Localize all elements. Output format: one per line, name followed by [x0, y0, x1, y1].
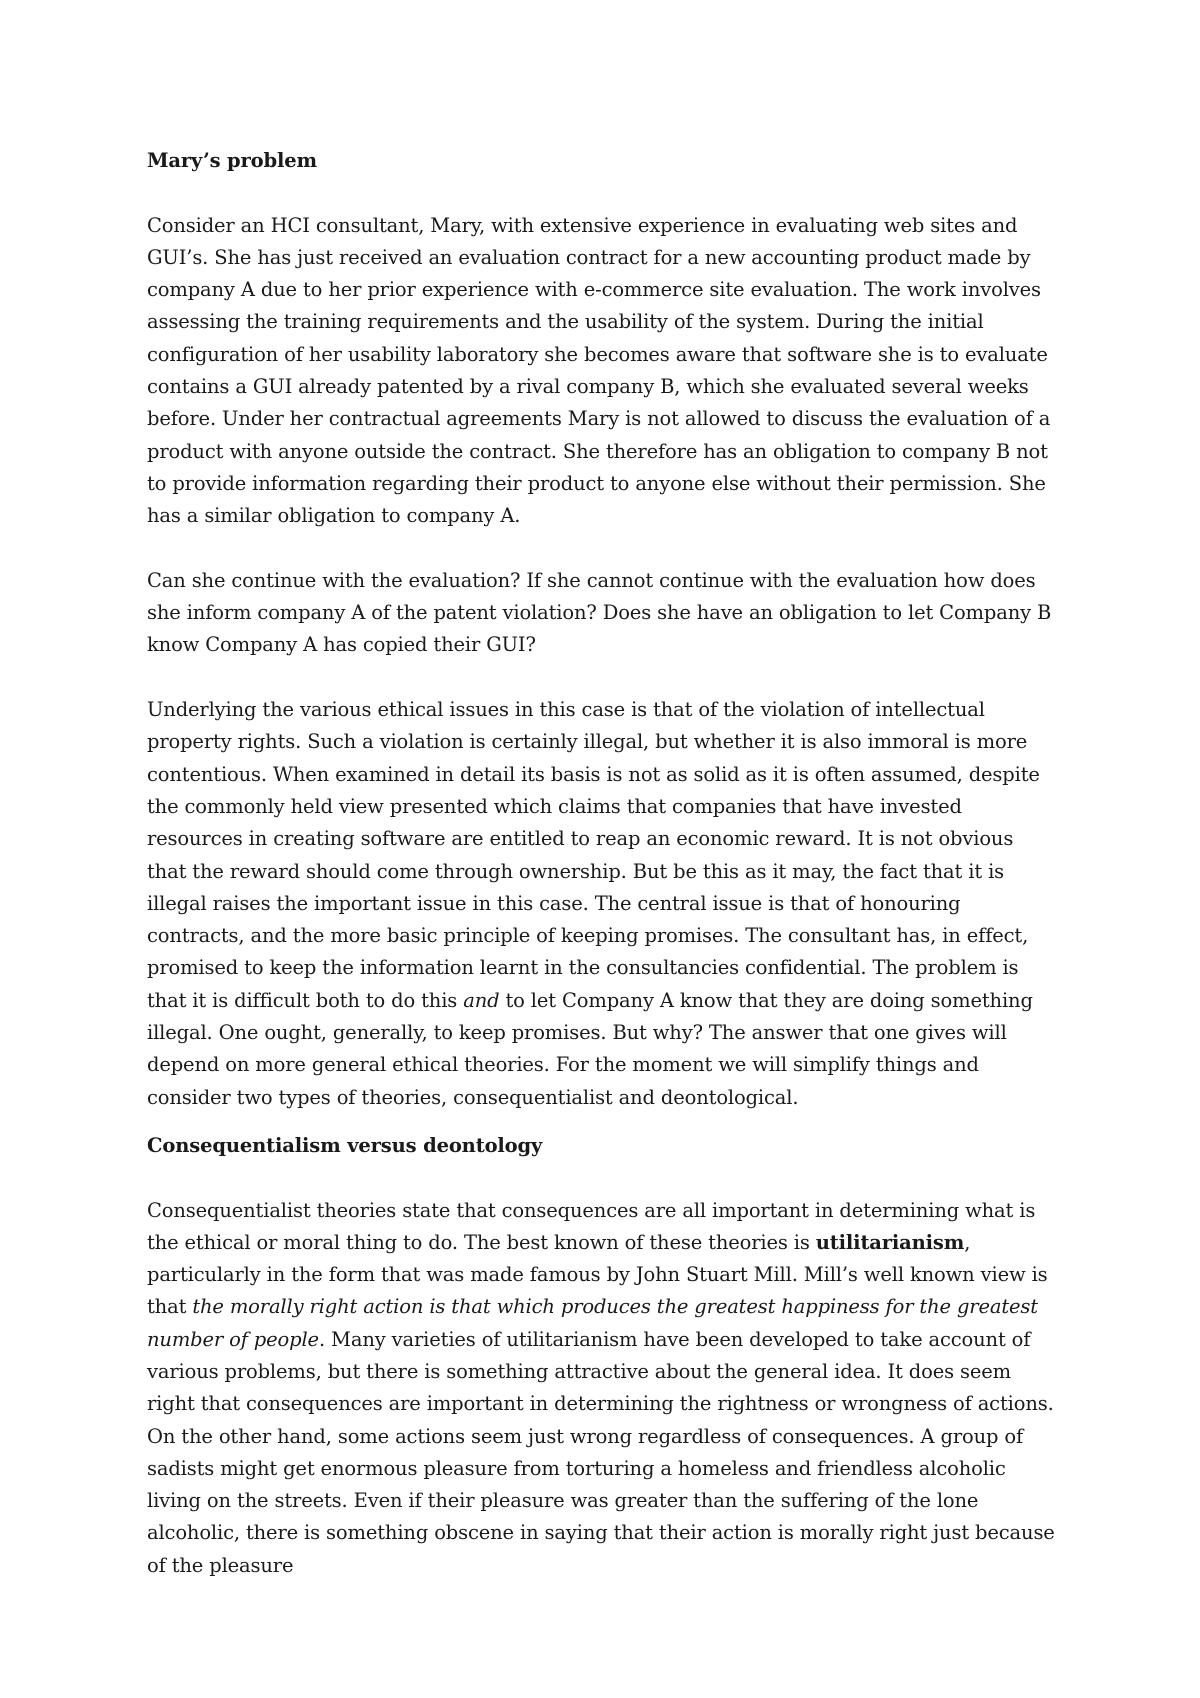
mill-quote: the morally right action is that which produces the greatest happiness for the greatest number of people — [147, 1295, 1038, 1351]
section-heading-consequentialism: Consequentialism versus deontology — [147, 1133, 543, 1157]
paragraph-text: Underlying the various ethical issues in this case is that of the violation of intellectual property rights. Such a violation is certainly illegal, but whether it is also immoral is more contentious. When examined in detail its basis is not as solid as it is often assumed, despite the commonly held view presented which claims that companies that have invested resources in creating software are entitled to reap an economic reward. It is not obvious that the reward should come through ownership. But be this as it may, the fact that it is illegal raises the important issue in this case. The central issue is that of honouring contracts, and the more basic principle of keeping promises. The consultant has, in effect, promised to keep the information learnt in the consultancies confidential. The problem is that it is difficult both to do this — [147, 698, 1040, 1012]
section-heading-marys-problem: Mary’s problem — [147, 149, 317, 172]
paragraph-case-description: Consider an HCI consultant, Mary, with extensive experience in evaluating web sites and GUI’s. She has just received an evaluation contract for a new accounting product made by company A due to her prior experience with e-commerce site evaluation. The work involves assessing the training requirements and the usability of the system. During the initial configuration of her usability laboratory she becomes aware that software she is to evaluate contains a GUI already patented by a rival company B, which she evaluated several weeks before. Under her contractual agreements Mary is not allowed to discuss the evaluation of a product with anyone outside the contract. She therefore has an obligation to company B not to provide information regarding their product to anyone else without their permission. She has a similar obligation to company A. — [147, 213, 1051, 528]
emphasis-and: and — [463, 988, 500, 1012]
paragraph-text: Consequentialist theories state that consequences are all important in determining what is the ethical or moral thing to do. The best known of these theories is — [147, 1198, 1036, 1254]
paragraph-case-questions: Can she continue with the evaluation? If she cannot continue with the evaluation how does she inform company A of the patent violation? Does she have an obligation to let Company B know Company A has copied their GUI? — [147, 568, 1052, 657]
paragraph-ethical-issues — [147, 694, 1057, 1114]
document-page — [147, 145, 1057, 1614]
paragraph-consequentialism — [147, 1195, 1057, 1583]
paragraph-text: . Many varieties of utilitarianism have been developed to take account of various problems, but there is something attractive about the general idea. It does seem right that consequences are important in determining the rightness or wrongness of actions. On the other hand, some actions seem just wrong regardless of consequences. A group of sadists might get enormous pleasure from torturing a homeless and friendless alcoholic living on the streets. Even if their pleasure was greater than the suffering of the lone alcoholic, there is something obscene in saying that their action is morally right just because of the pleasure — [147, 1327, 1055, 1577]
term-utilitarianism: utilitarianism — [815, 1230, 965, 1254]
paragraph-text: , particularly in the form that was made famous by John Stuart Mill. Mill’s well known view is that — [147, 1230, 1048, 1319]
paragraph-text: to let Company A know that they are doing something illegal. One ought, generally, to keep promises. But why? The answer that one gives will depend on more general ethical theories. For the moment we will simplify things and consider two types of theories, consequentialist and deontological. — [147, 988, 1033, 1109]
